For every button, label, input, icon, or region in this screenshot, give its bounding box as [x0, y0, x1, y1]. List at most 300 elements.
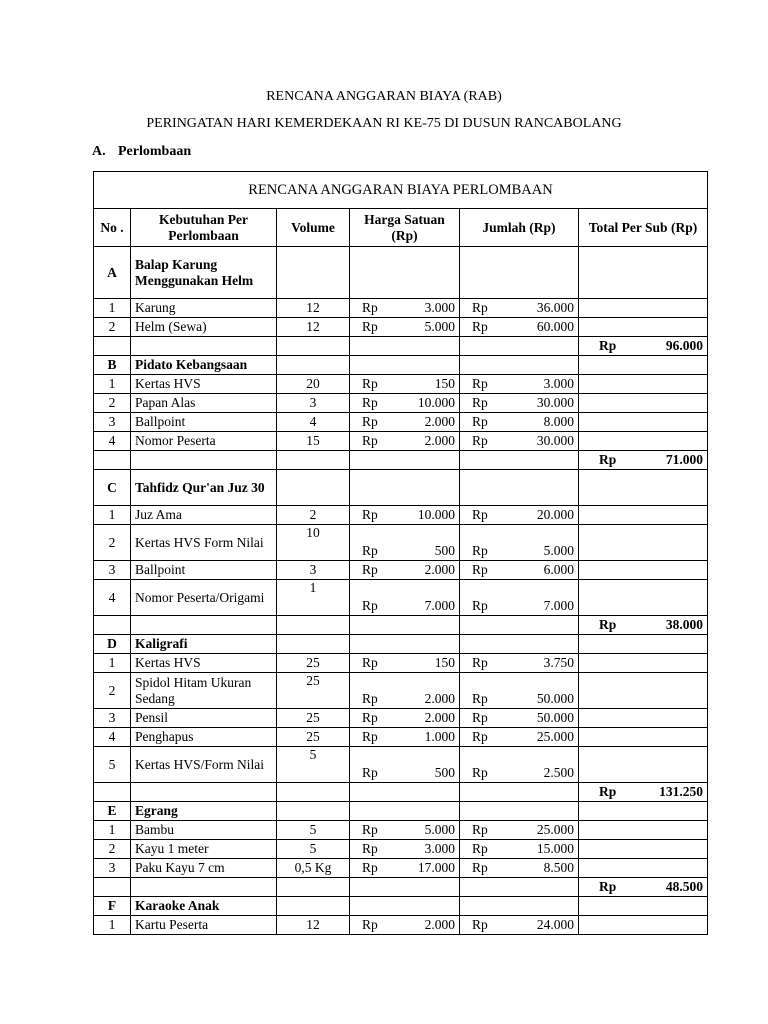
- item-row: [94, 709, 708, 728]
- item-jumlah: [460, 709, 579, 728]
- empty-cell: [579, 821, 708, 840]
- amount-value: 2.000: [424, 917, 455, 932]
- subtotal-row: [94, 451, 708, 470]
- item-volume: 15: [277, 432, 350, 451]
- empty-cell: [579, 432, 708, 451]
- amount-value: 150: [434, 655, 455, 670]
- amount-value: 2.000: [424, 691, 455, 706]
- amount-value: 3.000: [424, 300, 455, 315]
- subtotal-cell: [579, 878, 708, 897]
- subtotal-value: 48.500: [665, 879, 703, 894]
- item-row: [94, 318, 708, 337]
- header-no: No .: [94, 209, 131, 247]
- currency-label: Rp: [599, 452, 617, 467]
- item-jumlah: [460, 299, 579, 318]
- currency-label: Rp: [599, 617, 617, 632]
- group-letter: B: [94, 356, 131, 375]
- empty-cell: [460, 470, 579, 506]
- amount-value: 10.000: [417, 507, 455, 522]
- currency-label: Rp: [472, 655, 488, 670]
- item-name: Pensil: [131, 709, 277, 728]
- item-jumlah: [460, 747, 579, 783]
- item-name: Nomor Peserta: [131, 432, 277, 451]
- item-no: 2: [94, 318, 131, 337]
- empty-cell: [579, 580, 708, 616]
- item-jumlah: [460, 432, 579, 451]
- item-volume: 2: [277, 506, 350, 525]
- subtotal-value: 96.000: [665, 338, 703, 353]
- subtotal-value: 131.250: [659, 784, 703, 799]
- item-name: Kertas HVS Form Nilai: [131, 525, 277, 561]
- empty-cell: [277, 247, 350, 299]
- table-header-row: [94, 209, 708, 247]
- empty-cell: [277, 616, 350, 635]
- item-jumlah: [460, 413, 579, 432]
- empty-cell: [460, 635, 579, 654]
- empty-cell: [350, 897, 460, 916]
- item-volume: 4: [277, 413, 350, 432]
- group-letter: D: [94, 635, 131, 654]
- item-volume: 20: [277, 375, 350, 394]
- amount-value: 500: [434, 765, 455, 780]
- item-no: 1: [94, 375, 131, 394]
- empty-cell: [460, 897, 579, 916]
- item-jumlah: [460, 318, 579, 337]
- amount-value: 50.000: [536, 710, 574, 725]
- header-volume: Volume: [277, 209, 350, 247]
- empty-cell: [579, 470, 708, 506]
- item-row: [94, 747, 708, 783]
- empty-cell: [94, 451, 131, 470]
- item-volume: 3: [277, 394, 350, 413]
- item-volume: 25: [277, 673, 350, 709]
- subtotal-cell: [579, 616, 708, 635]
- amount-value: 1.000: [424, 729, 455, 744]
- empty-cell: [131, 337, 277, 356]
- item-row: [94, 394, 708, 413]
- group-name: Karaoke Anak: [131, 897, 277, 916]
- subtotal-row: [94, 337, 708, 356]
- item-volume: 12: [277, 299, 350, 318]
- empty-cell: [350, 451, 460, 470]
- currency-label: Rp: [362, 765, 378, 780]
- group-name: Tahfidz Qur'an Juz 30: [131, 470, 277, 506]
- section-heading: [92, 144, 191, 160]
- item-name: Helm (Sewa): [131, 318, 277, 337]
- currency-label: Rp: [472, 414, 488, 429]
- section-number: A.: [92, 144, 106, 159]
- item-volume: 0,5 Kg: [277, 859, 350, 878]
- header-jumlah: Jumlah (Rp): [460, 209, 579, 247]
- empty-cell: [460, 247, 579, 299]
- item-no: 3: [94, 709, 131, 728]
- section-title: Perlombaan: [118, 144, 192, 159]
- subtotal-cell: [579, 783, 708, 802]
- item-no: 1: [94, 506, 131, 525]
- currency-label: Rp: [472, 395, 488, 410]
- currency-label: Rp: [362, 300, 378, 315]
- item-no: 2: [94, 394, 131, 413]
- empty-cell: [460, 783, 579, 802]
- amount-value: 2.500: [543, 765, 574, 780]
- empty-cell: [94, 878, 131, 897]
- item-harga: [350, 673, 460, 709]
- empty-cell: [579, 413, 708, 432]
- empty-cell: [579, 897, 708, 916]
- budget-table: [93, 171, 708, 935]
- amount-value: 2.000: [424, 433, 455, 448]
- item-row: [94, 728, 708, 747]
- currency-label: Rp: [472, 710, 488, 725]
- empty-cell: [350, 616, 460, 635]
- amount-value: 3.750: [543, 655, 574, 670]
- amount-value: 5.000: [424, 319, 455, 334]
- currency-label: Rp: [472, 860, 488, 875]
- item-harga: [350, 709, 460, 728]
- item-name: Karung: [131, 299, 277, 318]
- item-harga: [350, 394, 460, 413]
- item-harga: [350, 728, 460, 747]
- currency-label: Rp: [362, 691, 378, 706]
- currency-label: Rp: [472, 319, 488, 334]
- item-harga: [350, 654, 460, 673]
- item-volume: 12: [277, 916, 350, 935]
- item-no: 2: [94, 525, 131, 561]
- item-name: Bambu: [131, 821, 277, 840]
- empty-cell: [131, 783, 277, 802]
- item-row: [94, 580, 708, 616]
- item-harga: [350, 506, 460, 525]
- empty-cell: [350, 356, 460, 375]
- subtotal-row: [94, 783, 708, 802]
- item-no: 1: [94, 916, 131, 935]
- empty-cell: [350, 802, 460, 821]
- empty-cell: [579, 356, 708, 375]
- item-jumlah: [460, 840, 579, 859]
- item-harga: [350, 821, 460, 840]
- amount-value: 7.000: [424, 598, 455, 613]
- item-name: Paku Kayu 7 cm: [131, 859, 277, 878]
- item-name: Nomor Peserta/Origami: [131, 580, 277, 616]
- item-name: Ballpoint: [131, 413, 277, 432]
- group-row: [94, 802, 708, 821]
- empty-cell: [460, 878, 579, 897]
- item-volume: 25: [277, 654, 350, 673]
- item-jumlah: [460, 375, 579, 394]
- group-row: [94, 470, 708, 506]
- amount-value: 7.000: [543, 598, 574, 613]
- amount-value: 30.000: [536, 395, 574, 410]
- document-title: RENCANA ANGGARAN BIAYA (RAB): [266, 89, 502, 104]
- amount-value: 8.000: [543, 414, 574, 429]
- empty-cell: [460, 802, 579, 821]
- currency-label: Rp: [472, 300, 488, 315]
- currency-label: Rp: [599, 338, 617, 353]
- empty-cell: [460, 337, 579, 356]
- currency-label: Rp: [362, 729, 378, 744]
- currency-label: Rp: [362, 376, 378, 391]
- amount-value: 500: [434, 543, 455, 558]
- empty-cell: [579, 394, 708, 413]
- item-volume: 25: [277, 728, 350, 747]
- group-row: [94, 247, 708, 299]
- currency-label: Rp: [362, 860, 378, 875]
- empty-cell: [350, 783, 460, 802]
- currency-label: Rp: [472, 691, 488, 706]
- amount-value: 15.000: [536, 841, 574, 856]
- empty-cell: [131, 451, 277, 470]
- item-no: 4: [94, 728, 131, 747]
- item-harga: [350, 561, 460, 580]
- empty-cell: [579, 375, 708, 394]
- empty-cell: [579, 635, 708, 654]
- item-no: 2: [94, 673, 131, 709]
- header-harga: Harga Satuan (Rp): [350, 209, 460, 247]
- currency-label: Rp: [362, 822, 378, 837]
- item-no: 3: [94, 859, 131, 878]
- header-item: Kebutuhan Per Perlombaan: [131, 209, 277, 247]
- empty-cell: [460, 616, 579, 635]
- item-row: [94, 859, 708, 878]
- empty-cell: [277, 635, 350, 654]
- item-row: [94, 375, 708, 394]
- item-harga: [350, 747, 460, 783]
- item-name: Kertas HVS: [131, 375, 277, 394]
- amount-value: 3.000: [543, 376, 574, 391]
- empty-cell: [277, 470, 350, 506]
- group-letter: C: [94, 470, 131, 506]
- item-name: Kertas HVS/Form Nilai: [131, 747, 277, 783]
- amount-value: 60.000: [536, 319, 574, 334]
- empty-cell: [579, 709, 708, 728]
- empty-cell: [350, 878, 460, 897]
- empty-cell: [579, 247, 708, 299]
- item-jumlah: [460, 673, 579, 709]
- empty-cell: [579, 916, 708, 935]
- amount-value: 6.000: [543, 562, 574, 577]
- item-harga: [350, 840, 460, 859]
- item-row: [94, 525, 708, 561]
- currency-label: Rp: [472, 598, 488, 613]
- item-harga: [350, 916, 460, 935]
- currency-label: Rp: [362, 414, 378, 429]
- amount-value: 17.000: [417, 860, 455, 875]
- currency-label: Rp: [472, 376, 488, 391]
- subtotal-value: 38.000: [665, 617, 703, 632]
- amount-value: 36.000: [536, 300, 574, 315]
- empty-cell: [277, 356, 350, 375]
- currency-label: Rp: [472, 765, 488, 780]
- item-jumlah: [460, 394, 579, 413]
- item-jumlah: [460, 654, 579, 673]
- amount-value: 25.000: [536, 729, 574, 744]
- item-name: Kayu 1 meter: [131, 840, 277, 859]
- empty-cell: [277, 451, 350, 470]
- item-harga: [350, 318, 460, 337]
- table-caption-row: [94, 172, 708, 209]
- subtotal-cell: [579, 451, 708, 470]
- empty-cell: [350, 635, 460, 654]
- item-row: [94, 413, 708, 432]
- item-no: 1: [94, 654, 131, 673]
- item-harga: [350, 432, 460, 451]
- empty-cell: [579, 673, 708, 709]
- amount-value: 30.000: [536, 433, 574, 448]
- item-no: 1: [94, 299, 131, 318]
- table-caption: RENCANA ANGGARAN BIAYA PERLOMBAAN: [94, 172, 708, 209]
- currency-label: Rp: [362, 710, 378, 725]
- item-no: 2: [94, 840, 131, 859]
- empty-cell: [350, 337, 460, 356]
- currency-label: Rp: [472, 507, 488, 522]
- currency-label: Rp: [362, 841, 378, 856]
- item-no: 1: [94, 821, 131, 840]
- amount-value: 3.000: [424, 841, 455, 856]
- item-volume: 1: [277, 580, 350, 616]
- item-name: Kertas HVS: [131, 654, 277, 673]
- group-row: [94, 897, 708, 916]
- empty-cell: [277, 878, 350, 897]
- currency-label: Rp: [472, 917, 488, 932]
- item-no: 3: [94, 413, 131, 432]
- currency-label: Rp: [362, 655, 378, 670]
- currency-label: Rp: [362, 433, 378, 448]
- item-no: 3: [94, 561, 131, 580]
- empty-cell: [277, 783, 350, 802]
- item-no: 4: [94, 432, 131, 451]
- item-jumlah: [460, 580, 579, 616]
- empty-cell: [579, 728, 708, 747]
- item-volume: 5: [277, 840, 350, 859]
- empty-cell: [277, 802, 350, 821]
- item-jumlah: [460, 728, 579, 747]
- empty-cell: [579, 506, 708, 525]
- empty-cell: [277, 897, 350, 916]
- item-name: Penghapus: [131, 728, 277, 747]
- currency-label: Rp: [362, 395, 378, 410]
- item-volume: 5: [277, 821, 350, 840]
- empty-cell: [579, 747, 708, 783]
- group-name: Kaligrafi: [131, 635, 277, 654]
- currency-label: Rp: [599, 879, 617, 894]
- empty-cell: [579, 654, 708, 673]
- item-name: Ballpoint: [131, 561, 277, 580]
- group-letter: A: [94, 247, 131, 299]
- subtotal-value: 71.000: [665, 452, 703, 467]
- amount-value: 20.000: [536, 507, 574, 522]
- item-jumlah: [460, 859, 579, 878]
- empty-cell: [131, 878, 277, 897]
- currency-label: Rp: [362, 319, 378, 334]
- group-name: Pidato Kebangsaan: [131, 356, 277, 375]
- currency-label: Rp: [362, 507, 378, 522]
- currency-label: Rp: [362, 543, 378, 558]
- currency-label: Rp: [362, 562, 378, 577]
- empty-cell: [94, 783, 131, 802]
- currency-label: Rp: [472, 433, 488, 448]
- item-volume: 10: [277, 525, 350, 561]
- empty-cell: [579, 840, 708, 859]
- amount-value: 5.000: [543, 543, 574, 558]
- currency-label: Rp: [472, 822, 488, 837]
- item-volume: 3: [277, 561, 350, 580]
- amount-value: 2.000: [424, 414, 455, 429]
- group-letter: F: [94, 897, 131, 916]
- group-row: [94, 356, 708, 375]
- amount-value: 150: [434, 376, 455, 391]
- item-row: [94, 561, 708, 580]
- item-jumlah: [460, 916, 579, 935]
- header-total: Total Per Sub (Rp): [579, 209, 708, 247]
- item-no: 5: [94, 747, 131, 783]
- empty-cell: [579, 299, 708, 318]
- amount-value: 50.000: [536, 691, 574, 706]
- currency-label: Rp: [362, 598, 378, 613]
- empty-cell: [579, 561, 708, 580]
- item-jumlah: [460, 525, 579, 561]
- empty-cell: [350, 247, 460, 299]
- item-volume: 5: [277, 747, 350, 783]
- group-letter: E: [94, 802, 131, 821]
- item-harga: [350, 299, 460, 318]
- empty-cell: [579, 318, 708, 337]
- item-row: [94, 506, 708, 525]
- item-row: [94, 916, 708, 935]
- item-row: [94, 840, 708, 859]
- currency-label: Rp: [472, 729, 488, 744]
- item-jumlah: [460, 506, 579, 525]
- item-row: [94, 432, 708, 451]
- item-name: Papan Alas: [131, 394, 277, 413]
- currency-label: Rp: [599, 784, 617, 799]
- group-name: Balap Karung Menggunakan Helm: [131, 247, 277, 299]
- subtotal-cell: [579, 337, 708, 356]
- item-row: [94, 654, 708, 673]
- item-name: Kartu Peserta: [131, 916, 277, 935]
- empty-cell: [350, 470, 460, 506]
- currency-label: Rp: [472, 562, 488, 577]
- item-row: [94, 673, 708, 709]
- item-no: 4: [94, 580, 131, 616]
- item-harga: [350, 580, 460, 616]
- item-harga: [350, 413, 460, 432]
- subtotal-row: [94, 616, 708, 635]
- amount-value: 8.500: [543, 860, 574, 875]
- currency-label: Rp: [362, 917, 378, 932]
- empty-cell: [579, 859, 708, 878]
- currency-label: Rp: [472, 841, 488, 856]
- empty-cell: [460, 451, 579, 470]
- item-name: Spidol Hitam Ukuran Sedang: [131, 673, 277, 709]
- empty-cell: [579, 525, 708, 561]
- empty-cell: [579, 802, 708, 821]
- item-row: [94, 821, 708, 840]
- amount-value: 24.000: [536, 917, 574, 932]
- amount-value: 2.000: [424, 562, 455, 577]
- amount-value: 25.000: [536, 822, 574, 837]
- currency-label: Rp: [472, 543, 488, 558]
- item-name: Juz Ama: [131, 506, 277, 525]
- empty-cell: [94, 616, 131, 635]
- empty-cell: [131, 616, 277, 635]
- document-subtitle: PERINGATAN HARI KEMERDEKAAN RI KE-75 DI DUSUN RANCABOLANG: [146, 116, 622, 131]
- item-harga: [350, 525, 460, 561]
- item-jumlah: [460, 821, 579, 840]
- empty-cell: [94, 337, 131, 356]
- group-row: [94, 635, 708, 654]
- empty-cell: [460, 356, 579, 375]
- item-volume: 25: [277, 709, 350, 728]
